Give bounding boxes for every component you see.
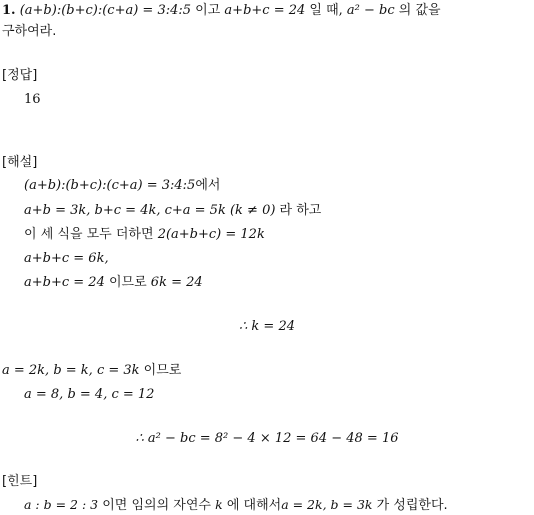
problem-text-mid: 이고 bbox=[191, 3, 225, 18]
problem-line-2: 구하여라. bbox=[2, 24, 57, 39]
hint-values: a = 2k, b = 3k bbox=[281, 497, 373, 512]
problem-expression: a² − bc bbox=[346, 3, 395, 18]
hint-text-1: 이면 임의의 자연수 bbox=[98, 498, 216, 513]
solution-step-2-math: a+b = 3k, b+c = 4k, c+a = 5k (k ≠ 0) bbox=[24, 203, 276, 218]
answer-value: 16 bbox=[24, 92, 41, 107]
answer-header: [정답] bbox=[2, 68, 38, 83]
solution-step-3 bbox=[24, 227, 265, 243]
solution-step-7-math: a = 8, b = 4, c = 12 bbox=[24, 387, 155, 402]
solution-therefore-result: ∴ a² − bc = 8² − 4 × 12 = 64 − 48 = 16 bbox=[135, 431, 399, 446]
problem-ratio: (a+b):(b+c):(c+a) = 3:4:5 bbox=[19, 3, 192, 18]
solution-step-4-math: a+b+c = 6k, bbox=[24, 251, 109, 266]
solution-step-1 bbox=[24, 178, 220, 194]
solution-step-6-text: 이므로 bbox=[139, 363, 182, 378]
hint-text-3: 가 성립한다. bbox=[372, 498, 448, 513]
solution-step-6-math: a = 2k, b = k, c = 3k bbox=[2, 363, 140, 378]
solution-step-5-math: a+b+c = 24 bbox=[24, 275, 105, 290]
hint-text-2: 에 대해서 bbox=[222, 498, 282, 513]
solution-step-1-math: (a+b):(b+c):(c+a) = 3:4:5 bbox=[24, 178, 196, 193]
hint-line bbox=[24, 497, 448, 514]
problem-number: 1. bbox=[2, 3, 16, 18]
problem-text-mid2: 일 때, bbox=[305, 3, 347, 18]
solution-step-3-text: 이 세 식을 모두 더하면 bbox=[24, 227, 158, 242]
solution-step-5 bbox=[24, 275, 203, 291]
solution-step-6 bbox=[2, 363, 181, 379]
hint-ratio: a : b = 2 : 3 bbox=[24, 497, 99, 512]
problem-sum: a+b+c = 24 bbox=[224, 3, 306, 18]
problem-line-1 bbox=[2, 3, 441, 19]
solution-step-5-text: 이므로 bbox=[104, 275, 151, 290]
solution-therefore-k: ∴ k = 24 bbox=[239, 319, 295, 334]
problem-text-end: 의 값을 bbox=[394, 3, 441, 18]
hint-header: [힌트] bbox=[2, 474, 38, 489]
solution-step-1-text: 에서 bbox=[195, 178, 221, 193]
solution-step-2 bbox=[24, 203, 321, 219]
solution-step-2-text: 라 하고 bbox=[275, 203, 322, 218]
solution-header: [해설] bbox=[2, 155, 38, 170]
solution-step-7 bbox=[24, 387, 154, 403]
solution-step-5-math2: 6k = 24 bbox=[150, 275, 203, 290]
solution-step-4 bbox=[24, 251, 109, 267]
solution-step-3-math: 2(a+b+c) = 12k bbox=[157, 227, 265, 242]
hint-k: k bbox=[215, 497, 223, 512]
